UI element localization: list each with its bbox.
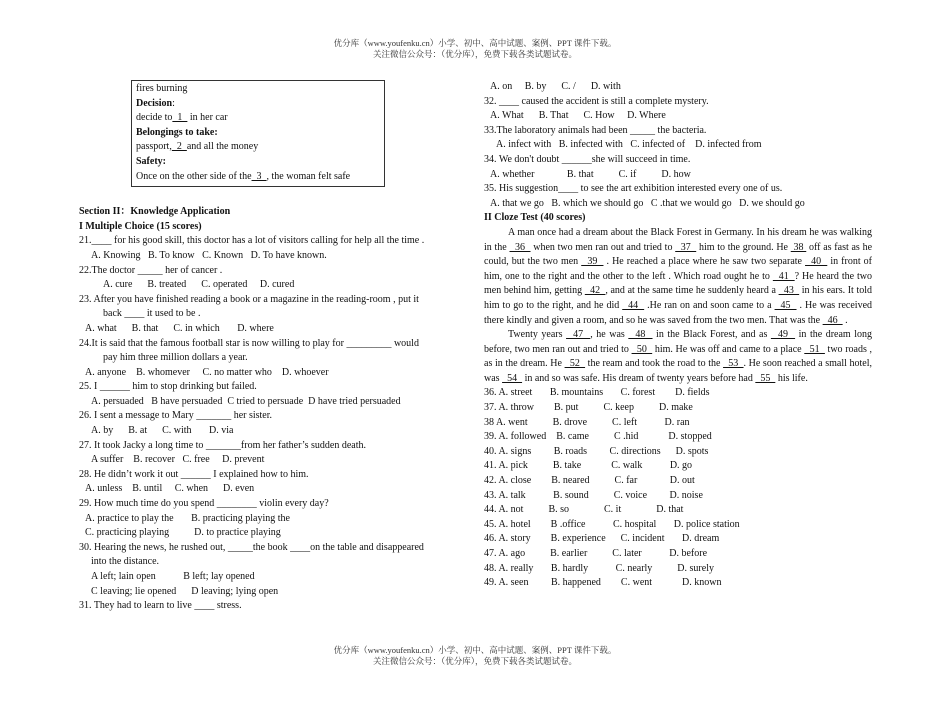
cloze-text: him to the ground. He xyxy=(696,241,791,253)
footer-line-1: 优分库（www.youfenku.cn）小学、初中、高中试题、案例、PPT 课件下载。 xyxy=(333,645,617,655)
cloze-blank: 45 xyxy=(774,299,797,311)
cloze-blank: 38 xyxy=(790,241,807,253)
cloze-options xyxy=(484,386,872,590)
cloze-blank: 54 xyxy=(502,372,523,384)
cloze-paragraph-2 xyxy=(484,328,872,386)
box-line xyxy=(136,111,380,126)
cloze-text: . He soon reached a small hotel, was xyxy=(484,358,872,384)
options-35: A. that we go B. which we should go C .that we would go D. we should go xyxy=(490,197,805,209)
cloze-option-row: 48. A. really B. hardly C. nearly D. surely xyxy=(484,562,714,574)
options-29-b: C. practicing playing D. to practice playing xyxy=(85,527,281,539)
question-24-cont: pay him three million dollars a year. xyxy=(103,352,248,364)
options-23: A. what B. that C. in which D. where xyxy=(85,322,274,334)
notes-table-box xyxy=(131,80,385,187)
cloze-blank: 53 xyxy=(723,358,744,370)
cloze-text: ? He heard the two men behind him, getting xyxy=(484,270,872,297)
box-heading-decision: Decision xyxy=(136,97,173,109)
cloze-option-row: 42. A. close B. neared C. far D. out xyxy=(484,475,695,487)
cloze-text: when two men ran out and tried to xyxy=(530,241,676,253)
options-28: A. unless B. until C. when D. even xyxy=(85,483,255,495)
question-30: 30. Hearing the news, he rushed out, _____the book ____on the table and disappeared xyxy=(79,541,424,553)
cloze-text: in the Black Forest, and as xyxy=(652,329,771,341)
blank-3: 3 xyxy=(251,170,267,182)
question-23: 23. After you have finished reading a book or a magazine in the reading-room , put it xyxy=(79,293,419,305)
question-25: 25. I ______ him to stop drinking but failed. xyxy=(79,381,257,393)
question-27: 27. It took Jacky a long time to _______from her father’s sudden death. xyxy=(79,439,366,451)
question-34: 34. We don't doubt ______she will succeed in time. xyxy=(484,153,691,165)
cloze-blank: 50 xyxy=(631,343,653,355)
cloze-blank: 40 xyxy=(805,256,828,268)
options-31: A. on B. by C. / D. with xyxy=(490,81,621,92)
box-text: and all the money xyxy=(186,141,259,153)
cloze-text: A man once had a dream about the Black Forest in Germany. In his dream he was walking in the xyxy=(484,226,872,253)
options-29-a: A. practice to play the B. practicing playing the xyxy=(85,512,290,524)
cloze-text: in front of him, one to the right and the other to the left . Which road ought he to xyxy=(484,256,873,282)
options-25: A. persuaded B have persuaded C tried to persuade D have tried persuaded xyxy=(91,395,401,407)
footer-line-2: 关注微信公众号：（优分库），免费下载各类试题试卷。 xyxy=(372,656,577,666)
cloze-option-row: 49. A. seen B. happened C. went D. known xyxy=(484,577,722,589)
question-31: 31. They had to learn to live ____ stress. xyxy=(79,600,242,612)
blank-1: 1 xyxy=(172,112,188,124)
cloze-blank: 42 xyxy=(584,285,606,297)
cloze-option-row: 43. A. talk B. sound C. voice D. noise xyxy=(484,489,703,501)
cloze-text: the ream and took the road to the xyxy=(585,358,724,370)
options-24: A. anyone B. whomever C. no matter who D. whoever xyxy=(85,366,329,378)
cloze-blank: 46 xyxy=(822,314,843,326)
options-30-a: A left; lain open B left; lay opened xyxy=(91,571,255,582)
question-22: 22.The doctor _____ her of cancer . xyxy=(79,264,223,276)
cloze-text: . He was received there kindly and given a room, and so he was saved from the two men. That was the xyxy=(484,299,873,326)
options-21: A. Knowing B. To know C. Known D. To have known. xyxy=(91,249,327,261)
cloze-text: . He reached a place where he saw two separate xyxy=(603,256,806,268)
box-heading-belongings: Belongings to take: xyxy=(136,126,218,138)
cloze-blank: 36 xyxy=(509,241,531,253)
box-text: decide to xyxy=(136,112,173,124)
cloze-paragraph-1 xyxy=(484,226,872,328)
box-text: Once on the other side of the xyxy=(136,170,252,182)
blank-2: 2 xyxy=(171,141,187,153)
cloze-option-row: 38 A. went B. drove C. left D. ran xyxy=(484,416,690,428)
cloze-blank: 51 xyxy=(804,343,825,355)
cloze-option-row: 39. A. followed B. came C .hid D. stopped xyxy=(484,431,712,443)
options-30-b: C leaving; lie opened D leaving; lying open xyxy=(91,585,279,597)
cloze-text: two roads , as in the dream. He xyxy=(484,343,873,370)
cloze-option-row: 45. A. hotel B .office C. hospital D. police station xyxy=(484,518,740,530)
cloze-text: his life. xyxy=(775,372,808,384)
left-column xyxy=(79,80,467,614)
question-24: 24.It is said that the famous football star is now willing to play for _________ would xyxy=(79,337,419,349)
cloze-blank: 44 xyxy=(622,299,645,311)
question-26: 26. I sent a message to Mary _______ her sister. xyxy=(79,410,273,422)
question-21: 21.____ for his good skill, this doctor has a lot of visitors calling for help all the time . xyxy=(79,235,425,247)
cloze-option-row: 44. A. not B. so C. it D. that xyxy=(484,504,684,516)
box-text: , the woman felt safe xyxy=(266,170,351,182)
cloze-blank: 37 xyxy=(675,241,697,253)
cloze-blank: 48 xyxy=(628,329,653,341)
box-heading-safety: Safety: xyxy=(136,155,166,167)
cloze-blank: 52 xyxy=(564,358,586,370)
header-line-1: 优分库（www.youfenku.cn）小学、初中、高中试题、案例、PPT 课件下载。 xyxy=(333,38,617,48)
right-column xyxy=(484,80,872,591)
box-line xyxy=(136,170,380,185)
options-34: A. whether B. that C. if D. how xyxy=(490,168,691,180)
question-33: 33.The laboratory animals had been _____ the bacteria. xyxy=(484,124,707,136)
cloze-blank: 49 xyxy=(770,329,796,341)
cloze-option-row: 40. A. signs B. roads C. directions D. spots xyxy=(484,445,709,457)
cloze-blank: 41 xyxy=(772,270,795,282)
cloze-blank: 55 xyxy=(755,372,776,384)
cloze-text: him. He was off and came to a place xyxy=(652,343,805,355)
options-26: A. by B. at C. with D. via xyxy=(91,425,234,437)
question-28: 28. He didn’t work it out ______ I explained how to him. xyxy=(79,468,309,480)
question-35: 35. His suggestion____ to see the art exhibition interested every one of us. xyxy=(484,183,783,195)
box-text: in her car xyxy=(187,112,228,124)
options-27: A suffer B. recover C. free D. prevent xyxy=(91,454,265,466)
cloze-text: in and so was safe. His dream of twenty years before had xyxy=(522,372,756,384)
cloze-blank: 47 xyxy=(566,329,591,341)
page-footer xyxy=(0,645,950,667)
cloze-text: Twenty years xyxy=(508,329,567,341)
cloze-text: .He ran on and soon came to a xyxy=(644,299,775,311)
options-32: A. What B. That C. How D. Where xyxy=(490,110,666,122)
question-30-cont: into the distance. xyxy=(91,556,160,568)
cloze-option-row: 46. A. story B. experience C. incident D. dream xyxy=(484,533,720,545)
options-22: A. cure B. treated C. operated D. cured xyxy=(103,279,295,291)
question-23-cont: back ____ it used to be . xyxy=(103,308,201,320)
cloze-text: , he was xyxy=(590,329,629,341)
cloze-option-row: 41. A. pick B. take C. walk D. go xyxy=(484,460,693,472)
box-line xyxy=(136,97,380,112)
cloze-option-row: 47. A. ago B. earlier C. later D. before xyxy=(484,548,708,559)
header-line-2: 关注微信公众号：（优分库），免费下载各类试题试卷。 xyxy=(372,49,577,59)
cloze-text: off as fast as he could, but the two men xyxy=(484,241,873,268)
mc-title: I Multiple Choice (15 scores) xyxy=(79,220,202,232)
question-32: 32. ____ caused the accident is still a complete mystery. xyxy=(484,95,709,107)
cloze-text: in the dream long before, two men ran out and tried to xyxy=(484,329,873,355)
cloze-option-row: 36. A. street B. mountains C. forest D. fields xyxy=(484,387,710,399)
box-colon: : xyxy=(172,97,175,109)
cloze-text: , and at the same time he suddenly heard a xyxy=(605,285,779,297)
cloze-option-row: 37. A. throw B. put C. keep D. make xyxy=(484,402,693,414)
cloze-text: . xyxy=(842,314,848,326)
box-line xyxy=(136,140,380,155)
cloze-blank: 39 xyxy=(581,256,604,268)
options-33: A. infect with B. infected with C. infected of D. infected from xyxy=(496,139,762,151)
box-text: passport, xyxy=(136,141,172,153)
section-title: Section II：Knowledge Application xyxy=(79,206,231,218)
page-header xyxy=(0,38,950,60)
cloze-title: II Cloze Test (40 scores) xyxy=(484,212,586,224)
question-29: 29. How much time do you spend ________ violin every day? xyxy=(79,498,329,510)
box-line: fires burning xyxy=(136,83,188,94)
cloze-blank: 43 xyxy=(778,285,800,297)
cloze-text: in his ears. It told him to go to the right, and he did xyxy=(484,285,873,311)
